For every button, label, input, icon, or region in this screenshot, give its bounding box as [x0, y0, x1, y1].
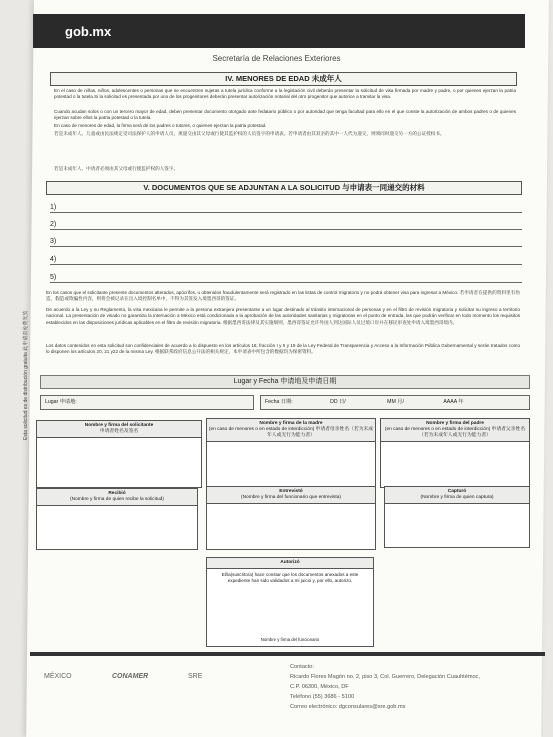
autorizo-footer: Nombre y firma del funcionario [260, 637, 320, 642]
fecha-field[interactable]: Fecha 日期: DD 日/ MM 月/ AAAA 年 [260, 395, 530, 410]
footer-divider [30, 652, 545, 656]
solicitante-signature-box[interactable]: Nombre y firma del solicitante 申请者姓名及签名 [36, 420, 202, 488]
document-line-5[interactable]: 5) [50, 270, 522, 283]
document-line-4[interactable]: 4) [50, 252, 522, 265]
contact-block: Contacto: Ricardo Flores Magón no. 2, piso 3, Col. Guerrero, Delegación Cuauhtémoc, C.P. 06300, México, DF Teléfono (55) 3686 - 5100 Correo electrónico: dgconsulares@sre.gob.mx [290, 664, 480, 710]
capturo-box[interactable]: Capturó (Nombre y firma de quien captura) [384, 486, 530, 548]
autorizo-statement: El/la(suscrito/a) hace constar que los documentos anexados a este expediente han sido validados a mi juicio y, por ello, autorizo. [221, 572, 359, 583]
section-4-paragraph-4: 若是未成年人、儿童或由民法规定受司法保护人的申请人员，须递交由其父母或行使其监护权的人员签字的申请表。若申请者由其双亲的其中一人代为递交，则须同时递交另一方的公证授权书。 [54, 131, 445, 136]
sre-logo: SRE [188, 673, 203, 680]
autorizo-box[interactable]: Autorizó El/la(suscrito/a) hace constar que los documentos anexados a este expediente han sido validados a mi juicio y, por ello, autorizo. Nombre y firma del funcionario [206, 557, 374, 647]
conamer-logo: CONAMER [112, 673, 149, 680]
document-line-2[interactable]: 2) [50, 217, 522, 230]
section-5-paragraph-1: En los casos que el solicitante presente documentos alterados, apócrifos, u obtenidos fraudulentamente será registrado en las listas de control migratorio y no podrá obtener visa para ingresar a México. 若申请者在提供的资料里有伪造、假造或欺骗性内容，则将会被记录在出入境控制名单中，不得为其签发入境墨西哥的签证。 [46, 290, 520, 302]
section-5-paragraph-3: Los datos contenidos en esta solicitud son confidenciales de acuerdo a lo dispuesto en los artículos 18, fracción I y II y 19 de la Ley Federal de Transparencia y Acceso a la Información Pública Gubernamental y serán tratados como lo disponen los artículos 20, 21 y22 de la misma Ley. 根据联邦政府信息公开法的相关规定，本申请表中所包含的数据均为保密资料。 [46, 343, 520, 355]
section-4-paragraph-5: 若是未成年人、中请者必须由其父母或行使监护权的人签字。 [54, 166, 179, 171]
document-line-3[interactable]: 3) [50, 234, 522, 247]
section-4-paragraph-3: En caso de menores de edad, la firma será de los padres o tutores, o quienes ejerzan la patria potestad. [54, 123, 267, 128]
lugar-fecha-header: Lugar y Fecha 申请地及申请日期 [40, 375, 530, 389]
gob-logo: gob.mx [65, 24, 112, 39]
secretaria-title: Secretaría de Relaciones Exteriores [212, 54, 341, 63]
mexico-logo: MÉXICO [44, 673, 72, 680]
section-4-header: IV. MENORES DE EDAD 未成年人 [50, 72, 517, 86]
gob-header-bar [33, 14, 525, 48]
padre-signature-box[interactable]: Nombre y firma del padre (en caso de menores o en estado de interdicción) 申请者父亲姓名（若为未成年人或无行为能力者） [380, 418, 530, 488]
lugar-field[interactable]: Lugar 申请地: [40, 395, 254, 410]
section-5-header: V. DOCUMENTOS QUE SE ADJUNTAN A LA SOLICITUD 与申请表一同递交的材料 [46, 181, 522, 195]
entrevisto-box[interactable]: Entrevistó (Nombre y firma del funcionario que entrevista) [206, 486, 376, 550]
section-5-paragraph-2: De acuerdo a la Ley y su Reglamento, la visa mexicana le permite a la persona extranjera presentarse a un lugar destinado al tránsito internacional de personas y en el filtro de revisión migratoria y solicitar su ingreso a territorio nacional. La presentación de visado no garantiza la internación a México está condicionada a la aprobación de las autoridades sanitarias y migratorias en el punto de entrada, las que podrán verificar en todo momento los requisitos establecidos en las disposiciones jurídicas aplicables en el filtro de revisión migratoria. 根据墨西哥法律及其实施细则，墨西哥签证允许外国人到达国际人员过境口岸并在移民审查处申请入境墨西哥境内。 [46, 307, 520, 325]
madre-signature-box[interactable]: Nombre y firma de la madre (en caso de menores o en estado de interdicción) 申请者母亲姓名（若为未成年人或无行为能力者） [206, 418, 376, 488]
section-4-paragraph-1: En el caso de niñas, niños, adolescentes o personas que se encuentren sujetas a tutela jurídica conforme a la legislación civil deberán presentar la solicitud de visa firmada por madre y padre, o por quienes ejerzan la patria potestad o la tutela.Si la solicitud es presentada por uno de los progenitores deberán presentar autorización notarial del otro progenitor que autorice a tramitar la visa. [54, 88, 516, 100]
section-4-paragraph-2: Cuando acudan solos o con un tercero mayor de edad, deben presentar documento otorgado ante fedatario público o por autoridad que tenga facultad para ello en el que conste la autorización de ambos padres o de quienes ejerzan sobre ellos la patria potestad o la tutela. [54, 109, 516, 121]
side-note: Esta solicitud es de distribución gratuita 此申请表免费发放 [23, 310, 29, 440]
recibio-box[interactable]: Recibió (Nombre y firma de quien recibe la solicitud) [36, 488, 198, 550]
document-line-1[interactable]: 1) [50, 200, 522, 213]
